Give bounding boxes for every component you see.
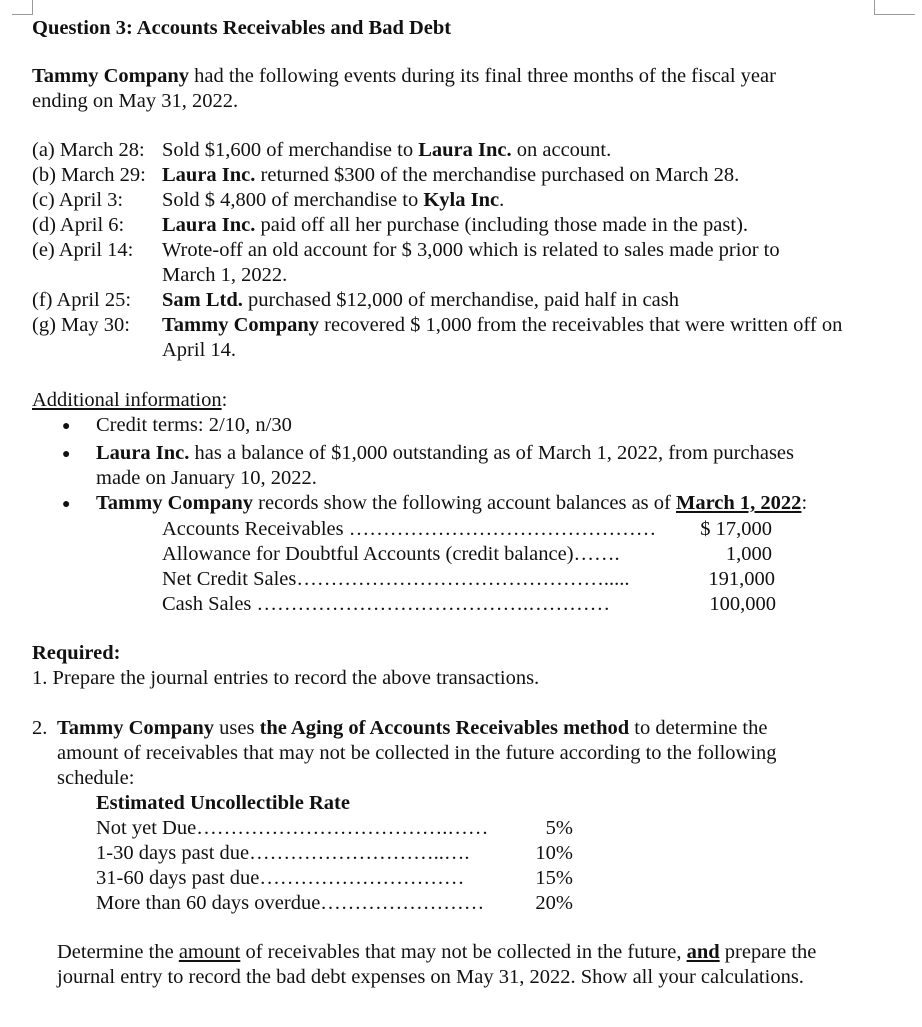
intro-text-line2: ending on May 31, 2022. bbox=[32, 90, 239, 112]
intro-text-line1: had the following events during its final three months of the fiscal year bbox=[189, 65, 776, 87]
bullet-text-date: March 1, 2022 bbox=[675, 492, 802, 514]
required-heading: Required: bbox=[32, 642, 121, 664]
event-text bbox=[162, 313, 902, 338]
event-text-post: returned $300 of the merchandise purchased on March 28. bbox=[255, 164, 740, 186]
required-item-2-company: Tammy Company bbox=[57, 717, 215, 739]
event-label: (e) April 14: bbox=[32, 239, 134, 261]
rate-value: 10% bbox=[535, 842, 573, 864]
bullet-text-continued bbox=[96, 466, 877, 491]
balance-label: Accounts Receivables ……………………………………… bbox=[162, 518, 657, 540]
event-text bbox=[162, 288, 877, 313]
event-text-bold: Laura Inc. bbox=[162, 164, 256, 186]
rate-label: 1-30 days past due………………………..…. bbox=[96, 842, 470, 864]
event-text-pre: Sold $1,600 of merchandise to bbox=[162, 139, 419, 161]
rate-label: 31-60 days past due………………………… bbox=[96, 867, 465, 889]
bullet-text bbox=[96, 441, 877, 466]
balance-value: $ 17,000 bbox=[700, 518, 772, 540]
event-label: (c) April 3: bbox=[32, 189, 124, 211]
event-text-bold: Laura Inc. bbox=[162, 214, 256, 236]
rate-value: 15% bbox=[535, 867, 573, 889]
required-item-2-text bbox=[57, 716, 877, 741]
required-item-2-line3: schedule: bbox=[57, 767, 135, 789]
required-item-2-number: 2. bbox=[32, 717, 48, 739]
event-text-bold: Kyla Inc bbox=[423, 189, 500, 211]
bullet-text: Credit terms: 2/10, n/30 bbox=[96, 414, 292, 436]
event-text bbox=[162, 213, 877, 238]
bullet-text-line1: has a balance of $1,000 outstanding as of March 1, 2022, from purchases bbox=[189, 442, 794, 464]
event-text-bold: Laura Inc. bbox=[418, 139, 512, 161]
balance-value: 191,000 bbox=[708, 568, 775, 590]
balance-label: Cash Sales ………………………………….………… bbox=[162, 593, 611, 615]
required-item-2-line1-end: to determine the bbox=[629, 717, 768, 739]
event-text-bold: Sam Ltd. bbox=[162, 289, 243, 311]
closing-mid: of receivables that may not be collected in the future, bbox=[240, 941, 687, 963]
required-item-2-mid: uses bbox=[214, 717, 260, 739]
event-label: (b) March 29: bbox=[32, 164, 146, 186]
balance-value: 100,000 bbox=[709, 593, 776, 615]
event-text-bold: Tammy Company bbox=[162, 314, 320, 336]
additional-info-colon: : bbox=[221, 389, 228, 411]
rate-value: 20% bbox=[535, 892, 573, 914]
intro-paragraph bbox=[32, 64, 877, 89]
bullet-text bbox=[96, 491, 877, 516]
rate-label: Not yet Due……………………………….…… bbox=[96, 817, 489, 839]
event-label: (f) April 25: bbox=[32, 289, 132, 311]
event-text-line2: March 1, 2022. bbox=[162, 264, 288, 286]
event-label: (a) March 28: bbox=[32, 139, 145, 161]
event-text-line2: April 14. bbox=[162, 339, 237, 361]
bullet-text-post: : bbox=[801, 492, 808, 514]
balance-label: Allowance for Doubtful Accounts (credit balance)……. bbox=[162, 543, 620, 565]
balance-value: 1,000 bbox=[725, 543, 772, 565]
event-text-post: purchased $12,000 of merchandise, paid half in cash bbox=[242, 289, 679, 311]
rate-value: 5% bbox=[545, 817, 573, 839]
balance-label: Net Credit Sales………………………………………..... bbox=[162, 568, 630, 590]
intro-paragraph-line2 bbox=[32, 89, 877, 114]
event-text-post: recovered $ 1,000 from the receivables that were written off on bbox=[319, 314, 843, 336]
event-text-post: . bbox=[499, 189, 505, 211]
bullet-text-line2: made on January 10, 2022. bbox=[96, 467, 317, 489]
event-label: (d) April 6: bbox=[32, 214, 125, 236]
event-text-pre: Sold $ 4,800 of merchandise to bbox=[162, 189, 424, 211]
closing-pre: Determine the bbox=[57, 941, 179, 963]
bullet-dot-icon: ● bbox=[62, 497, 71, 512]
required-item-2-method: the Aging of Accounts Receivables method bbox=[259, 717, 630, 739]
page-corner-mark-right bbox=[874, 0, 915, 15]
event-text-post: on account. bbox=[511, 139, 612, 161]
additional-info-heading bbox=[32, 388, 227, 413]
bullet-dot-icon: ● bbox=[62, 419, 71, 434]
closing-amount: amount bbox=[178, 941, 241, 963]
page-corner-mark-left bbox=[12, 0, 33, 15]
event-text bbox=[162, 188, 877, 213]
additional-info-heading-text: Additional information bbox=[32, 389, 222, 411]
event-text bbox=[162, 163, 877, 188]
bullet-text-pre: records show the following account balances as of bbox=[253, 492, 676, 514]
bullet-text-bold: Laura Inc. bbox=[96, 442, 190, 464]
question-title: Question 3: Accounts Receivables and Bad Debt bbox=[32, 17, 452, 39]
event-text bbox=[162, 138, 877, 163]
event-text-line1: Wrote-off an old account for $ 3,000 which is related to sales made prior to bbox=[162, 239, 780, 261]
rate-table-heading: Estimated Uncollectible Rate bbox=[96, 792, 350, 814]
closing-and: and bbox=[686, 941, 720, 963]
bullet-dot-icon: ● bbox=[62, 447, 71, 462]
required-item-2-line2: amount of receivables that may not be collected in the future according to the following bbox=[57, 742, 777, 764]
event-text-continued bbox=[162, 338, 877, 363]
closing-post: prepare the bbox=[719, 941, 817, 963]
event-label: (g) May 30: bbox=[32, 314, 130, 336]
event-text bbox=[162, 238, 877, 263]
intro-company: Tammy Company bbox=[32, 65, 190, 87]
event-text-continued bbox=[162, 263, 877, 288]
event-text-post: paid off all her purchase (including those made in the past). bbox=[255, 214, 749, 236]
rate-label: More than 60 days overdue…………………… bbox=[96, 892, 485, 914]
bullet-text-bold: Tammy Company bbox=[96, 492, 254, 514]
closing-instruction bbox=[57, 940, 877, 965]
closing-instruction-line2: journal entry to record the bad debt expenses on May 31, 2022. Show all your calculations. bbox=[57, 966, 804, 988]
required-item-1: 1. Prepare the journal entries to record the above transactions. bbox=[32, 667, 540, 689]
